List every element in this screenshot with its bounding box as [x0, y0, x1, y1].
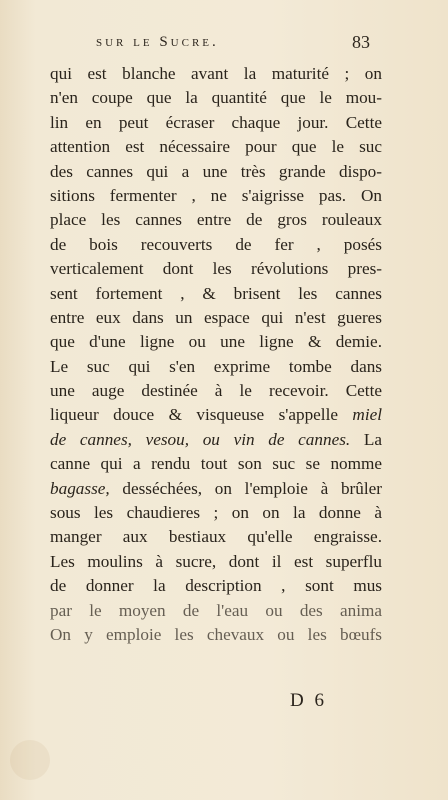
- text-line: [50, 550, 382, 574]
- text-segment: desséchées, on l'emploie à brûler: [109, 478, 382, 498]
- text-line: [50, 428, 382, 452]
- text-line: [50, 403, 382, 427]
- page-number: 83: [352, 32, 370, 52]
- text-segment: place les cannes entre de gros rouleaux: [50, 210, 382, 230]
- paper-stain: [10, 740, 50, 780]
- text-segment: une auge destinée à le recevoir. Cette: [50, 381, 382, 401]
- text-segment: sitions fermenter , ne s'aigrisse pas. On: [50, 185, 382, 205]
- text-line: [50, 525, 382, 549]
- text-line: [50, 111, 382, 135]
- text-segment: des cannes qui a une très grande dispo-: [50, 161, 382, 181]
- text-segment: de bois recouverts de fer , posés: [50, 234, 382, 254]
- text-segment: entre eux dans un espace qui n'est gueres: [50, 307, 382, 327]
- text-line: [50, 282, 382, 306]
- text-segment: Le suc qui s'en exprime tombe dans: [50, 356, 382, 376]
- text-segment: Les moulins à sucre, dont il est superflu: [50, 551, 382, 571]
- text-segment: On y emploie les chevaux ou les bœufs: [50, 624, 382, 644]
- text-segment: que d'une ligne ou une ligne & demie.: [50, 332, 382, 352]
- text-segment: qui est blanche avant la maturité ; on: [50, 64, 382, 83]
- text-line: [50, 330, 382, 354]
- text-line: [50, 62, 382, 86]
- text-line: [50, 306, 382, 330]
- text-segment: verticalement dont les révolutions pres-: [50, 259, 382, 279]
- text-segment: sous les chaudieres ; on on la donne à: [50, 503, 382, 523]
- italic-term: miel: [352, 405, 382, 425]
- text-line: [50, 599, 382, 623]
- text-line: [50, 208, 382, 232]
- body-text: [50, 62, 382, 647]
- text-line: [50, 257, 382, 281]
- text-segment: canne qui a rendu tout son suc se nomme: [50, 454, 382, 474]
- italic-term: bagasse,: [50, 478, 110, 498]
- text-line: [50, 501, 382, 525]
- text-line: [50, 233, 382, 257]
- text-line: [50, 355, 382, 379]
- text-segment: manger aux bestiaux qu'elle engraisse.: [50, 527, 382, 547]
- italic-term: de cannes, vesou, ou vin de cannes.: [50, 429, 351, 449]
- text-segment: sent fortement , & brisent les cannes: [50, 283, 382, 303]
- text-line: [50, 574, 382, 598]
- page-header: [0, 34, 448, 58]
- text-line: [50, 135, 382, 159]
- running-title: sur le Sucre.: [96, 34, 219, 50]
- text-line: [50, 160, 382, 184]
- text-segment: attention est nécessaire pour que le suc: [50, 137, 382, 157]
- text-line: [50, 184, 382, 208]
- signature-mark: D 6: [290, 690, 327, 711]
- text-segment: liqueur douce & visqueuse s'appelle: [50, 405, 353, 425]
- text-segment: par le moyen de l'eau ou des anima: [50, 600, 382, 620]
- text-line: [50, 623, 382, 647]
- text-line: [50, 86, 382, 110]
- text-line: [50, 379, 382, 403]
- text-segment: n'en coupe que la quantité que le mou-: [50, 88, 382, 108]
- text-segment: de donner la description , sont mus: [50, 576, 382, 596]
- text-line: [50, 452, 382, 476]
- text-segment: La: [350, 429, 382, 449]
- text-segment: lin en peut écraser chaque jour. Cette: [50, 112, 382, 132]
- text-line: [50, 477, 382, 501]
